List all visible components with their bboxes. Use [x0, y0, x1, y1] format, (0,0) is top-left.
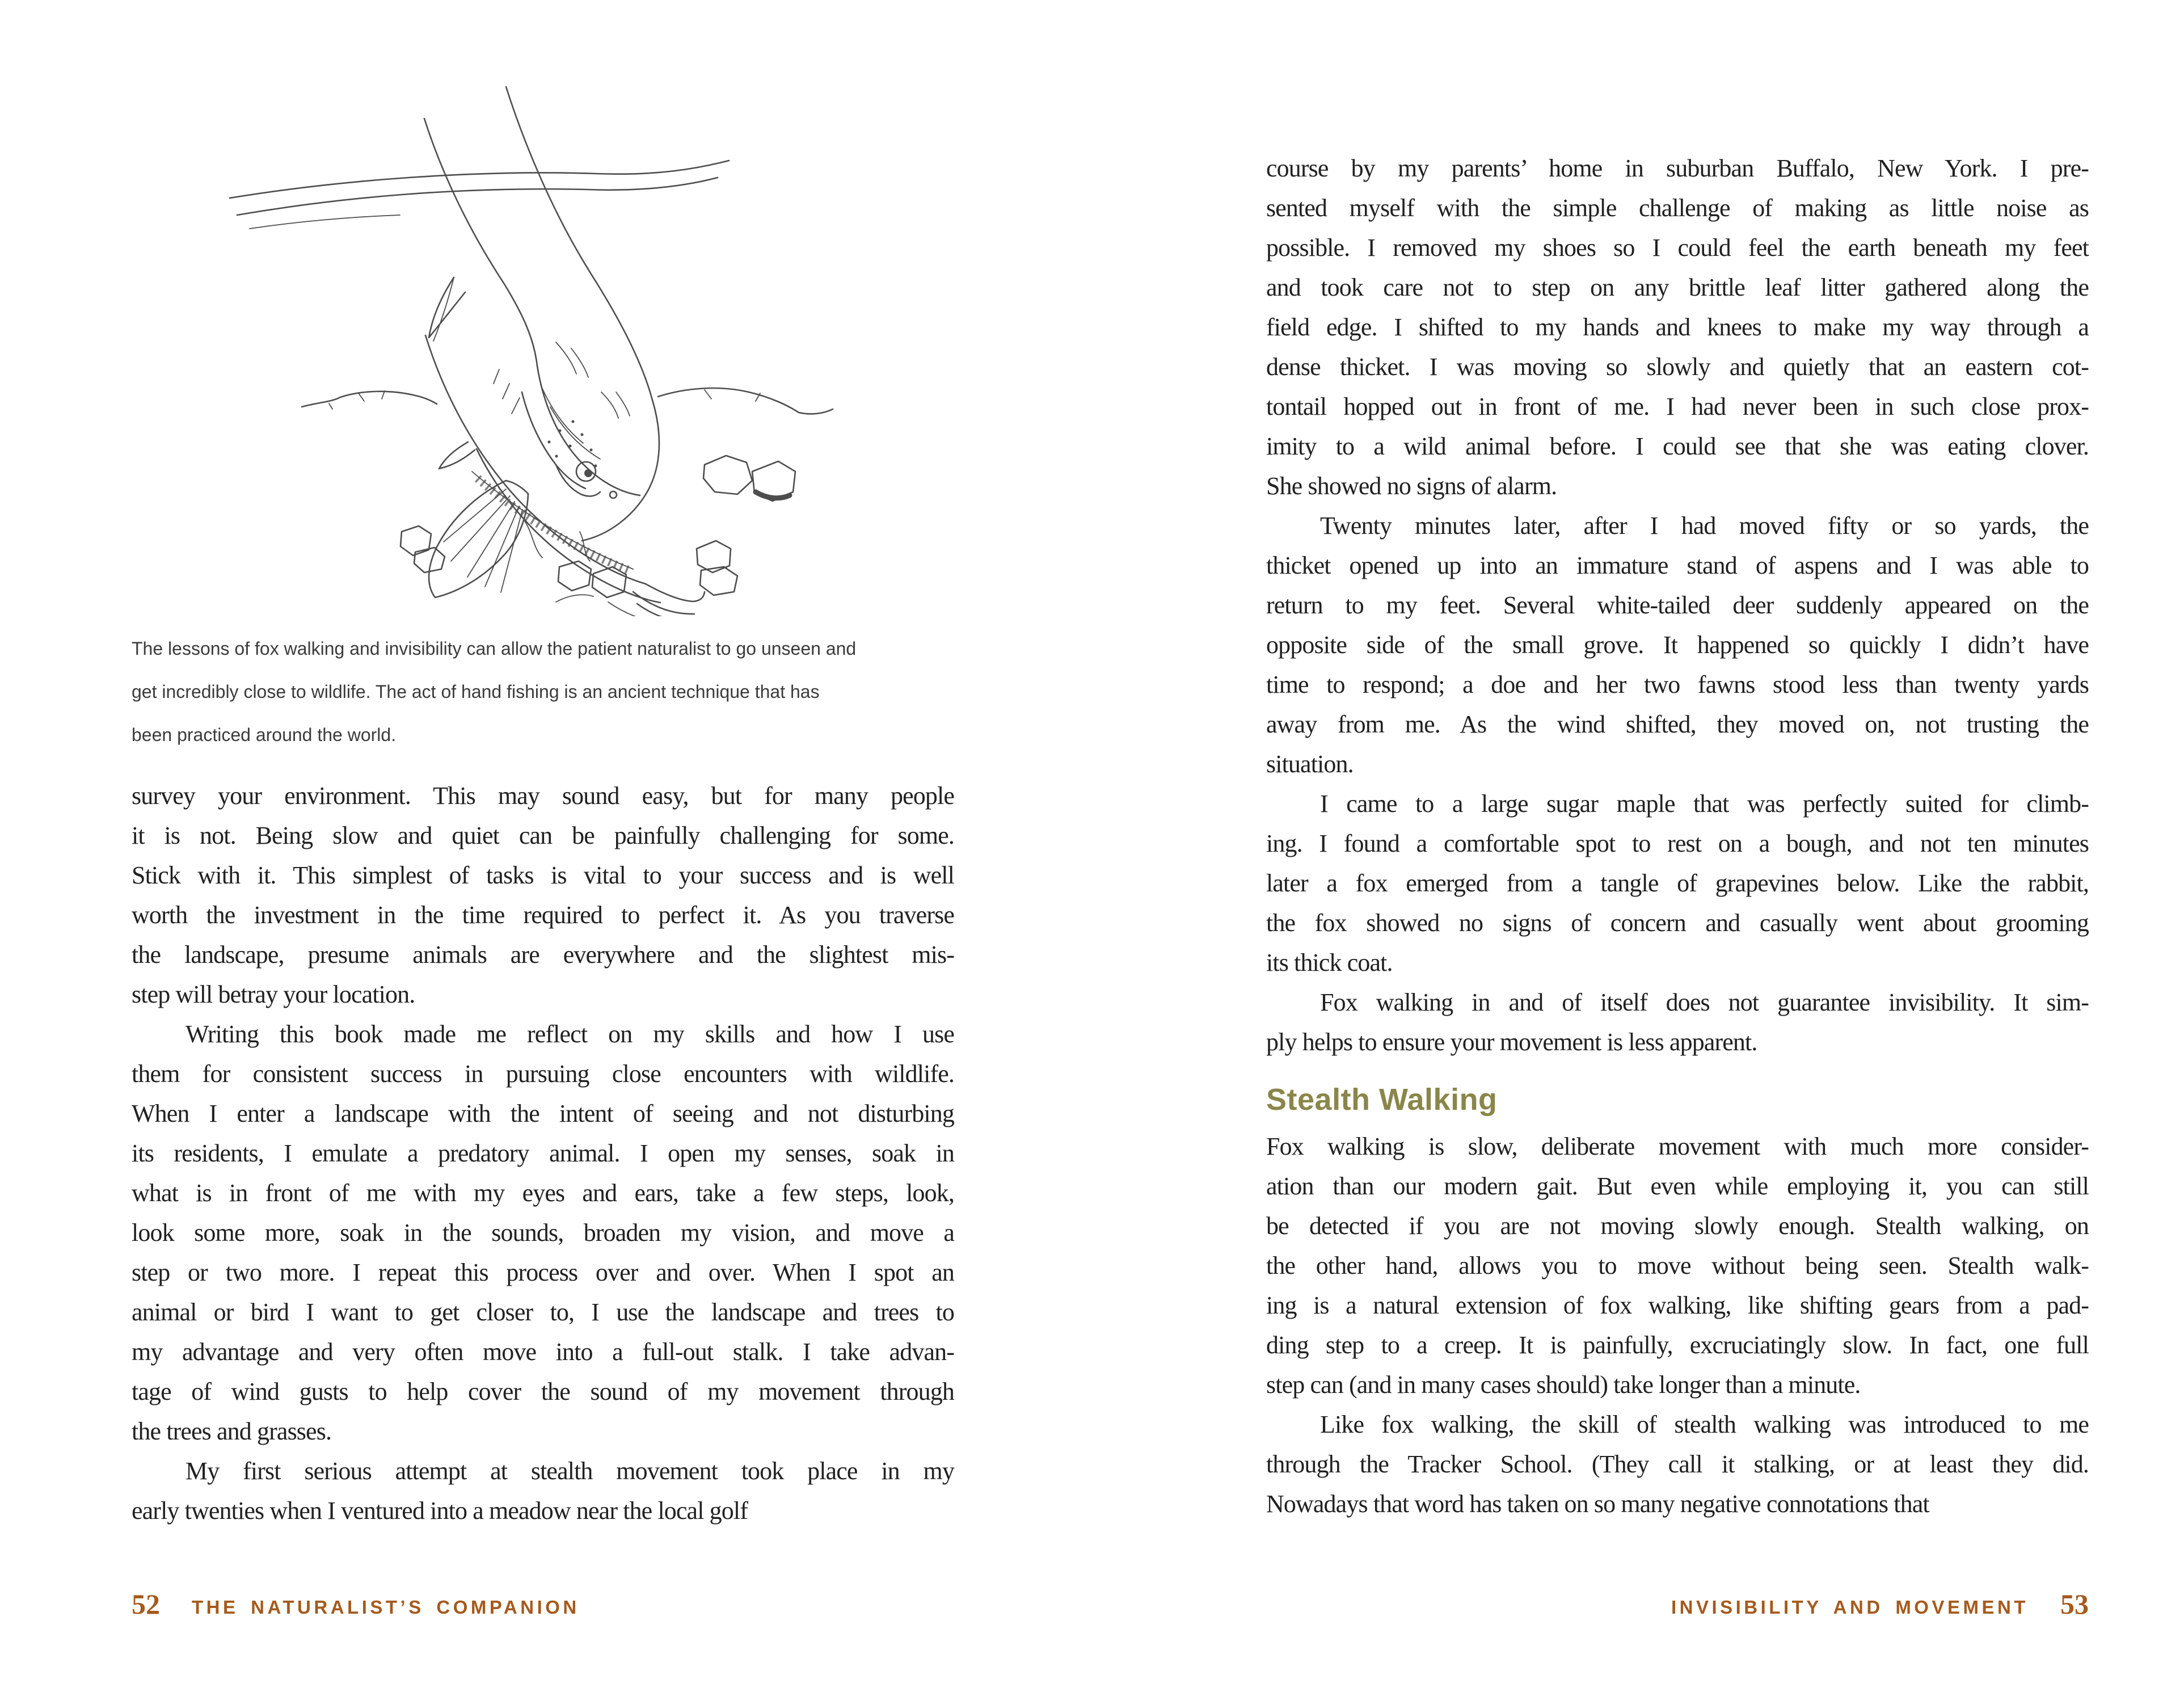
- text-line: When I enter a landscape with the intent of seeing and not disturbing: [132, 1100, 954, 1127]
- text-line: it is not. Being slow and quiet can be painfully challenging for some.: [132, 822, 954, 849]
- text-line: step or two more. I repeat this process over and over. When I spot an: [132, 1258, 954, 1286]
- text-line: the fox showed no signs of concern and casually went about grooming: [1266, 909, 2089, 937]
- text-line: get incredibly close to wildlife. The act of hand fishing is an ancient technique that has: [132, 681, 820, 702]
- text-line: Fox walking in and of itself does not guarantee invisibility. It sim-: [1320, 988, 2089, 1016]
- text-line: My first serious attempt at stealth movement took place in my: [185, 1457, 954, 1485]
- text-line: Nowadays that word has taken on so many negative connotations that: [1266, 1490, 1929, 1518]
- text-line: imity to a wild animal before. I could see that she was eating clover.: [1266, 432, 2089, 460]
- text-line: look some more, soak in the sounds, broaden my vision, and move a: [132, 1219, 954, 1247]
- text-line: Writing this book made me reflect on my skills and how I use: [185, 1020, 954, 1048]
- text-line: Fox walking is slow, deliberate movement with much more consider-: [1266, 1133, 2089, 1160]
- right-page-body: [1266, 149, 2089, 1524]
- text-line: later a fox emerged from a tangle of grapevines below. Like the rabbit,: [1266, 869, 2089, 897]
- text-line: ing. I found a comfortable spot to rest on a bough, and not ten minutes: [1266, 830, 2089, 857]
- right-page-number: 53: [2060, 1588, 2089, 1620]
- text-line: tontail hopped out in front of me. I had never been in such close prox-: [1266, 393, 2089, 420]
- text-line: the trees and grasses.: [132, 1417, 332, 1445]
- right-page-body-text-top: [1266, 149, 2089, 1062]
- section-heading: Stealth Walking: [1266, 1083, 1498, 1117]
- text-line: away from me. As the wind shifted, they moved on, not trusting the: [1266, 710, 2089, 738]
- text-line: field edge. I shifted to my hands and knees to make my way through a: [1266, 313, 2089, 341]
- text-line: and took care not to step on any brittle leaf litter gathered along the: [1266, 273, 2089, 301]
- text-line: possible. I removed my shoes so I could feel the earth beneath my feet: [1266, 234, 2089, 262]
- text-line: The lessons of fox walking and invisibility can allow the patient naturalist to go unseen and: [132, 638, 857, 659]
- right-running-title: INVISIBILITY AND MOVEMENT: [1671, 1597, 2029, 1618]
- text-line: ing is a natural extension of fox walking, like shifting gears from a pad-: [1266, 1291, 2089, 1319]
- text-line: Like fox walking, the skill of stealth walking was introduced to me: [1320, 1411, 2089, 1438]
- text-line: my advantage and very often move into a full-out stalk. I take advan-: [132, 1338, 954, 1366]
- left-page-body-text: [132, 776, 954, 1531]
- text-line: what is in front of me with my eyes and ears, take a few steps, look,: [132, 1179, 954, 1207]
- left-page-number: 52: [132, 1588, 160, 1620]
- left-running-title: THE NATURALIST’S COMPANION: [192, 1597, 580, 1618]
- text-line: thicket opened up into an immature stand of aspens and I was able to: [1266, 552, 2089, 579]
- text-line: through the Tracker School. (They call it stalking, or at least they did.: [1266, 1450, 2089, 1478]
- right-page-footer: [1266, 1588, 2089, 1620]
- text-line: time to respond; a doe and her two fawns stood less than twenty yards: [1266, 671, 2089, 698]
- left-page-footer: [132, 1588, 954, 1620]
- text-line: tage of wind gusts to help cover the sound of my movement through: [132, 1378, 954, 1405]
- text-line: step can (and in many cases should) take longer than a minute.: [1266, 1371, 1861, 1399]
- text-line: be detected if you are not moving slowly enough. Stealth walking, on: [1266, 1212, 2089, 1240]
- text-line: Stick with it. This simplest of tasks is vital to your success and is well: [132, 861, 954, 889]
- text-line: I came to a large sugar maple that was perfectly suited for climb-: [1320, 790, 2089, 818]
- text-line: worth the investment in the time required to perfect it. As you traverse: [132, 901, 954, 929]
- hand-fishing-drawing: [159, 71, 896, 616]
- text-line: course by my parents’ home in suburban Buffalo, New York. I pre-: [1266, 154, 2089, 182]
- text-line: the other hand, allows you to move without being seen. Stealth walk-: [1266, 1252, 2089, 1279]
- text-line: them for consistent success in pursuing close encounters with wildlife.: [132, 1060, 954, 1088]
- text-line: ding step to a creep. It is painfully, excruciatingly slow. In fact, one full: [1266, 1331, 2089, 1359]
- text-line: early twenties when I ventured into a meadow near the local golf: [132, 1497, 748, 1525]
- text-line: sented myself with the simple challenge of making as little noise as: [1266, 194, 2089, 222]
- text-line: the landscape, presume animals are everywhere and the slightest mis-: [132, 941, 954, 969]
- text-line: been practiced around the world.: [132, 725, 397, 745]
- text-line: ation than our modern gait. But even while employing it, you can still: [1266, 1172, 2089, 1200]
- text-line: step will betray your location.: [132, 980, 415, 1008]
- text-line: ply helps to ensure your movement is less apparent.: [1266, 1028, 1757, 1056]
- text-line: Twenty minutes later, after I had moved fifty or so yards, the: [1320, 512, 2089, 540]
- hand-fishing-illustration: [159, 71, 896, 616]
- text-line: situation.: [1266, 750, 1354, 778]
- text-line: survey your environment. This may sound easy, but for many people: [132, 782, 954, 810]
- text-line: its thick coat.: [1266, 949, 1393, 976]
- text-line: return to my feet. Several white-tailed deer suddenly appeared on the: [1266, 591, 2089, 619]
- text-line: dense thicket. I was moving so slowly and quietly that an eastern cot-: [1266, 353, 2089, 381]
- text-line: animal or bird I want to get closer to, I use the landscape and trees to: [132, 1298, 954, 1326]
- figure-caption: [132, 627, 965, 756]
- text-line: its residents, I emulate a predatory animal. I open my senses, soak in: [132, 1139, 954, 1167]
- text-line: She showed no signs of alarm.: [1266, 472, 1557, 500]
- right-page-body-text-bottom: [1266, 1127, 2089, 1524]
- text-line: opposite side of the small grove. It happened so quickly I didn’t have: [1266, 631, 2089, 659]
